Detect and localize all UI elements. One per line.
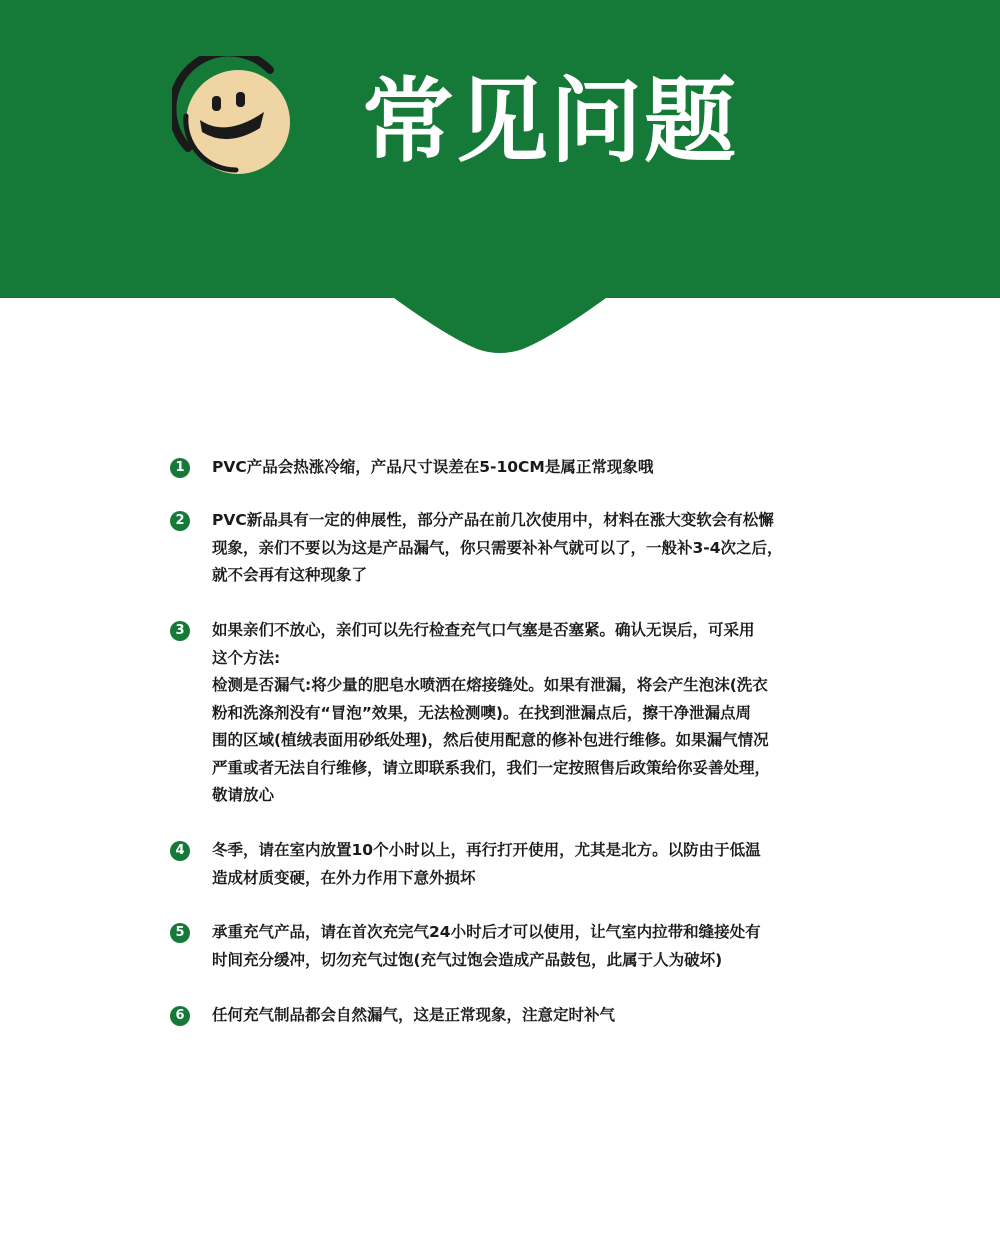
faq-line: PVC新品具有一定的伸展性，部分产品在前几次使用中，材料在涨大变软会有松懈: [212, 511, 774, 529]
faq-line: 冬季，请在室内放置10个小时以上，再行打开使用，尤其是北方。以防由于低温: [212, 841, 761, 859]
faq-number-badge: 3: [170, 621, 190, 641]
faq-number-badge: 6: [170, 1006, 190, 1026]
faq-line: 现象，亲们不要以为这是产品漏气，你只需要补补气就可以了，一般补3-4次之后，: [212, 538, 783, 557]
faq-answer: [212, 1002, 832, 1030]
faq-answer: [212, 507, 832, 590]
faq-number-badge: 4: [170, 841, 190, 861]
faq-line: 如果亲们不放心，亲们可以先行检查充气口气塞是否塞紧。确认无误后，可采用: [212, 621, 755, 639]
faq-answer: [212, 617, 832, 810]
faq-answer: [212, 454, 832, 482]
faq-answer: [212, 837, 832, 892]
faq-line: 围的区域(植绒表面用砂纸处理)，然后使用配意的修补包进行维修。如果漏气情况: [212, 731, 769, 749]
faq-answer: [212, 919, 832, 974]
faq-number-badge: 1: [170, 458, 190, 478]
faq-number-badge: 5: [170, 923, 190, 943]
faq-line: 任何充气制品都会自然漏气，这是正常现象，注意定时补气: [212, 1006, 616, 1024]
faq-line: 就不会再有这种现象了: [212, 566, 368, 584]
faq-line: 这个方法:: [212, 648, 281, 667]
faq-line: 造成材质变硬，在外力作用下意外损坏: [212, 868, 476, 887]
smiley-face-icon: [172, 56, 296, 180]
faq-line: 粉和洗涤剂没有“冒泡”效果，无法检测噢)。在找到泄漏点后，擦干净泄漏点周: [212, 703, 751, 722]
faq-line: 承重充气产品，请在首次充完气24小时后才可以使用，让气室内拉带和缝接处有: [212, 923, 761, 941]
page-title: 常见问题: [362, 68, 739, 175]
faq-line: 检测是否漏气:将少量的肥皂水喷洒在熔接缝处。如果有泄漏，将会产生泡沫(洗衣: [212, 676, 768, 694]
faq-number-badge: 2: [170, 511, 190, 531]
faq-line: PVC产品会热涨冷缩，产品尺寸误差在5-10CM是属正常现象哦: [212, 458, 654, 476]
faq-line: 敬请放心: [212, 786, 275, 804]
faq-line: 严重或者无法自行维修，请立即联系我们，我们一定按照售后政策给你妥善处理，: [212, 758, 771, 777]
faq-line: 时间充分缓冲，切勿充气过饱(充气过饱会造成产品鼓包，此属于人为破坏): [212, 950, 723, 969]
